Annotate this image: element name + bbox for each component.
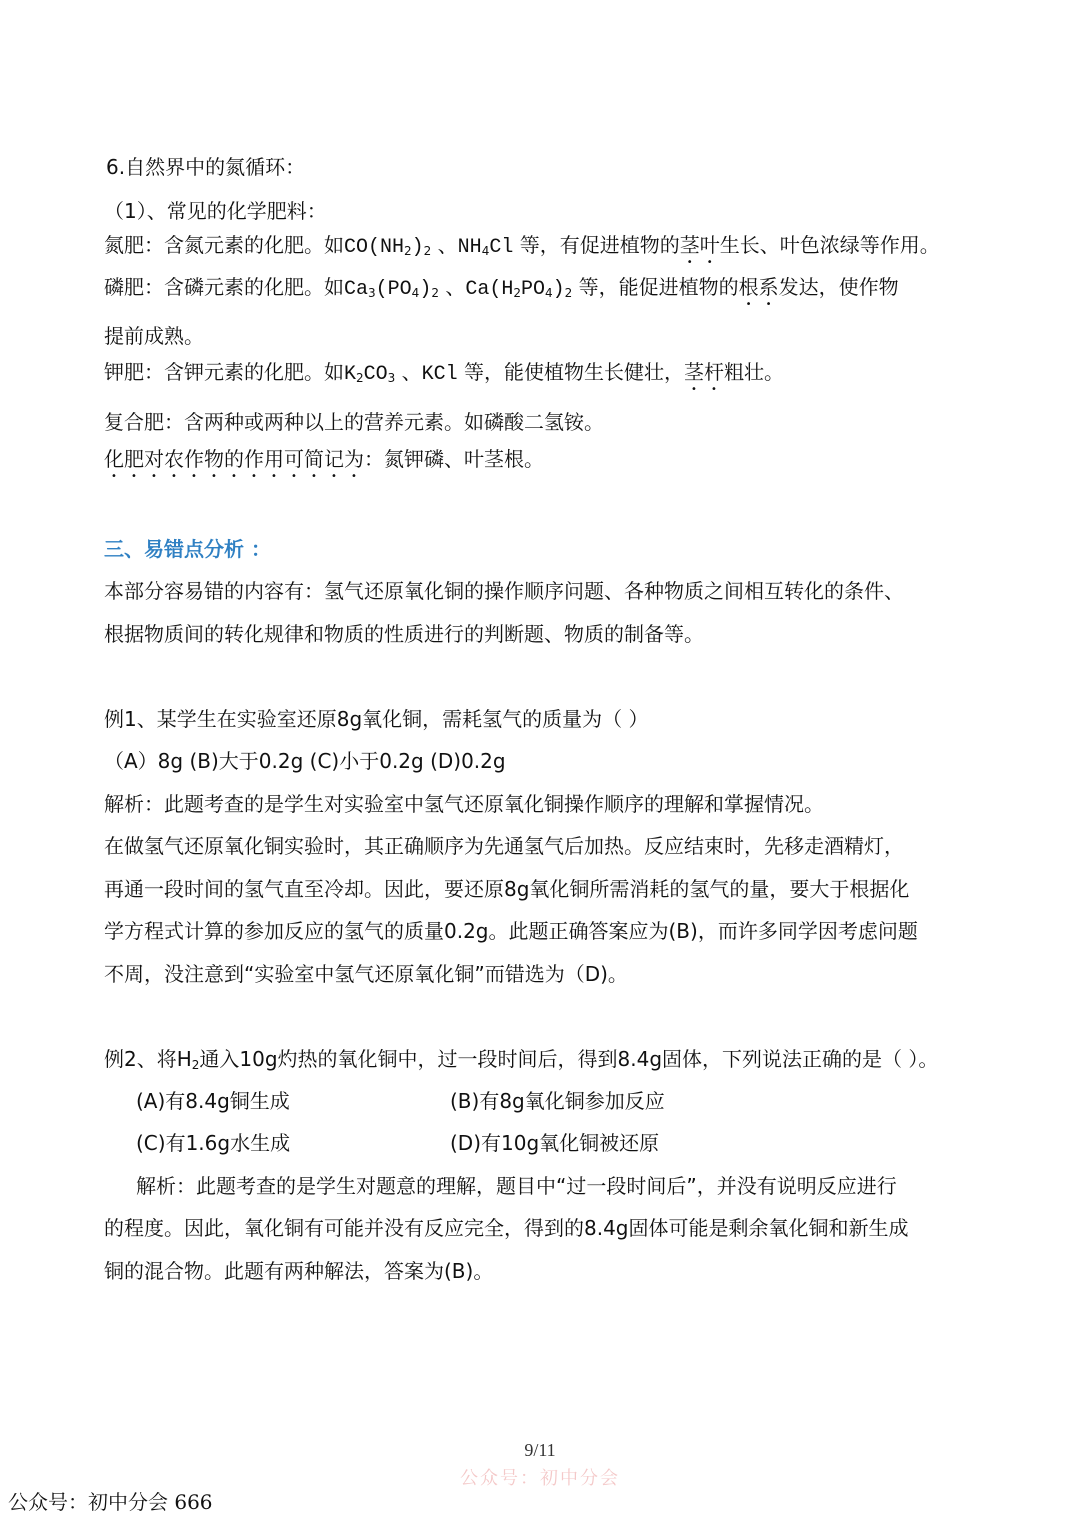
analysis-line: 解析：此题考查的是学生对题意的理解，题目中“过一段时间后”，并没有说明反应进行 [136, 1174, 897, 1198]
analysis-line: 再通一段时间的氢气直至冷却。因此，要还原8g氧化铜所需消耗的氢气的量，要大于根据化 [104, 877, 910, 901]
section-title: 6.自然界中的氮循环： [106, 155, 306, 179]
analysis-line: 的程度。因此，氧化铜有可能并没有反应完全，得到的8.4g固体可能是剩余氧化铜和新生成 [104, 1216, 909, 1240]
paragraph-line: 根据物质间的转化规律和物质的性质进行的判断题、物质的制备等。 [104, 622, 704, 646]
example1-question: 例1、某学生在实验室还原8g氧化铜，需耗氢气的质量为（ ） [104, 707, 649, 731]
example2-option-a: (A)有8.4g铜生成 [136, 1089, 290, 1113]
analysis-line: 学方程式计算的参加反应的氢气的质量0.2g。此题正确答案应为(B)，而许多同学因考虑问题 [104, 919, 918, 943]
watermark: 公众号：初中分会 [460, 1468, 620, 1489]
phosphorus-fertilizer-line-2: 提前成熟。 [104, 324, 204, 348]
emphasis-text: 茎杆 [684, 360, 725, 384]
memo-line: 化肥对农作物的作用可简记为：氮钾磷、叶茎根。 [104, 447, 544, 471]
account-label: 公众号：初中分会 666 [8, 1490, 213, 1514]
compound-fertilizer-line: 复合肥：含两种或两种以上的营养元素。如磷酸二氢铵。 [104, 410, 604, 434]
analysis-line: 铜的混合物。此题有两种解法，答案为(B)。 [104, 1259, 494, 1283]
section-heading: 三、易错点分析 ： [104, 537, 271, 561]
emphasis-text: 茎叶 [679, 233, 720, 257]
phosphorus-fertilizer-line: 磷肥：含磷元素的化肥。如$Ca_3(PO_4)_2$ 、$Ca(H_2PO_4)_2$ 等，能促进植物的根系发达，使作物 [104, 275, 899, 301]
subsection-title: （1）、常见的化学肥料： [104, 199, 327, 223]
analysis-line: 解析：此题考查的是学生对实验室中氢气还原氧化铜操作顺序的理解和掌握情况。 [104, 792, 824, 816]
example2-question: 例2、将$H_2$通入10g灼热的氧化铜中，过一段时间后，得到8.4g固体，下列说法正确的是（ ）。 [104, 1047, 939, 1072]
example1-options: （A）8g (B)大于0.2g (C)小于0.2g (D)0.2g [104, 749, 506, 773]
analysis-line: 在做氢气还原氧化铜实验时，其正确顺序为先通氢气后加热。反应结束时，先移走酒精灯， [104, 834, 904, 858]
analysis-line: 不周，没注意到“实验室中氢气还原氧化铜”而错选为（D)。 [104, 962, 628, 986]
example2-option-d: (D)有10g氧化铜被还原 [450, 1131, 660, 1155]
potassium-fertilizer-line: 钾肥：含钾元素的化肥。如$K_2CO_3$ 、KCl 等，能使植物生长健壮，茎杆粗壮。 [104, 360, 785, 386]
nitrogen-fertilizer-line: 氮肥：含氮元素的化肥。如$CO(NH_2)_2$ 、$NH_4Cl$ 等，有促进植物的茎叶生长、叶色浓绿等作用。 [104, 233, 940, 259]
page-number: 9/11 [524, 1440, 556, 1460]
emphasis-text: 根系 [738, 275, 779, 299]
example2-option-c: (C)有1.6g水生成 [136, 1131, 291, 1155]
emphasis-text: 化肥对农作物的作用可简记为 [104, 447, 364, 471]
paragraph-line: 本部分容易错的内容有：氢气还原氧化铜的操作顺序问题、各种物质之间相互转化的条件、 [104, 579, 904, 603]
example2-option-b: (B)有8g氧化铜参加反应 [450, 1089, 665, 1113]
